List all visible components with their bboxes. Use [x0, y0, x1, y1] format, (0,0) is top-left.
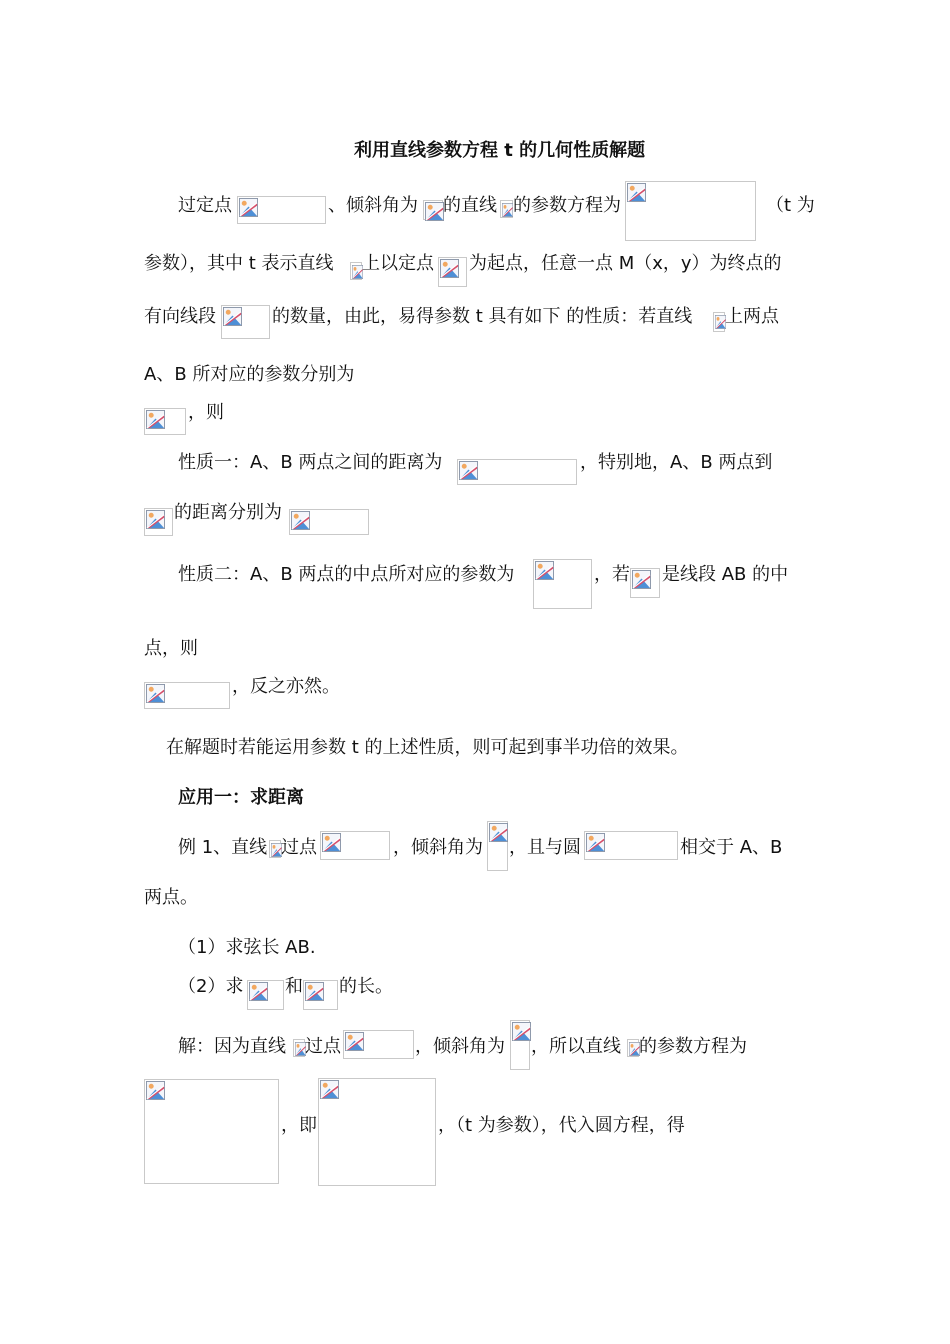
formula-image [487, 821, 508, 871]
formula-image [247, 980, 284, 1010]
formula-image [269, 840, 281, 858]
formula-image [423, 200, 443, 220]
broken-image-icon [535, 561, 554, 580]
text-segment: 参数），其中 t 表示直线 [144, 253, 334, 274]
formula-image [625, 181, 756, 241]
broken-image-icon [146, 510, 165, 529]
formula-image [627, 1039, 639, 1057]
broken-image-icon [223, 307, 242, 326]
text-segment: 的参数方程为 [513, 195, 621, 216]
text-segment: ，则 [188, 402, 224, 423]
text-segment: 为起点，任意一点 M（x，y）为终点的 [469, 253, 782, 274]
formula-image [237, 196, 326, 224]
formula-image [510, 1020, 530, 1070]
text-segment: ，倾斜角为 [393, 837, 483, 858]
broken-image-icon [239, 198, 258, 217]
text-segment: 上两点 [725, 306, 779, 327]
formula-image [584, 831, 678, 860]
formula-image [144, 1079, 279, 1184]
broken-image-icon [489, 823, 508, 842]
text-segment: ，且与圆 [509, 837, 581, 858]
text-segment: ，即 [281, 1115, 317, 1136]
formula-image [630, 568, 660, 598]
formula-image [320, 831, 390, 860]
broken-image-icon [146, 684, 165, 703]
broken-image-icon [586, 833, 605, 852]
text-segment: A、B 所对应的参数分别为 [144, 364, 355, 385]
formula-image [438, 257, 467, 287]
formula-image [144, 508, 173, 536]
broken-image-icon [305, 982, 324, 1001]
formula-image [343, 1030, 414, 1059]
formula-image [457, 459, 577, 485]
text-segment: 的直线 [443, 195, 497, 216]
text-segment: 过点 [305, 1036, 341, 1057]
formula-image [713, 312, 725, 332]
text-segment: 过点 [281, 837, 317, 858]
document-title: 利用直线参数方程 t 的几何性质解题 [354, 140, 646, 161]
formula-image [318, 1078, 436, 1186]
broken-image-icon [345, 1032, 364, 1051]
section-heading: 应用一：求距离 [178, 787, 304, 808]
formula-image [289, 509, 369, 535]
formula-image [144, 682, 230, 709]
text-segment: 和 [285, 976, 303, 997]
text-segment: ，（t 为参数），代入圆方程，得 [438, 1115, 685, 1136]
text-segment: ，所以直线 [531, 1036, 621, 1057]
broken-image-icon [459, 461, 478, 480]
question-1: （1）求弦长 AB. [178, 937, 316, 958]
text-segment: 的距离分别为 [174, 502, 282, 523]
formula-image [350, 262, 362, 280]
text-segment: 、倾斜角为 [328, 195, 418, 216]
broken-image-icon [320, 1080, 339, 1099]
text-segment: 解：因为直线 [178, 1036, 286, 1057]
text-segment: 两点。 [144, 887, 198, 908]
formula-image [221, 305, 270, 339]
broken-image-icon [425, 202, 444, 221]
text-segment: （t 为 [766, 195, 815, 216]
text-segment: 的参数方程为 [639, 1036, 747, 1057]
broken-image-icon [146, 410, 165, 429]
broken-image-icon [291, 511, 310, 530]
formula-image [144, 408, 186, 435]
text-segment: （2）求 [178, 976, 244, 997]
text-segment: ，反之亦然。 [232, 676, 340, 697]
text-segment: 相交于 A、B [680, 837, 783, 858]
broken-image-icon [146, 1081, 165, 1100]
broken-image-icon [512, 1022, 531, 1041]
broken-image-icon [440, 259, 459, 278]
text-segment: ，倾斜角为 [415, 1036, 505, 1057]
broken-image-icon [249, 982, 268, 1001]
text-segment: 有向线段 [144, 306, 216, 327]
formula-image [303, 980, 338, 1010]
text-segment: 性质二：A、B 两点的中点所对应的参数为 [178, 564, 515, 585]
broken-image-icon [322, 833, 341, 852]
text-segment: 点，则 [144, 638, 198, 659]
formula-image [500, 200, 513, 218]
formula-image [293, 1039, 305, 1057]
broken-image-icon [627, 183, 646, 202]
text-segment: ，特别地，A、B 两点到 [580, 452, 773, 473]
summary-text: 在解题时若能运用参数 t 的上述性质，则可起到事半功倍的效果。 [166, 737, 689, 758]
broken-image-icon [632, 570, 651, 589]
text-segment: 的长。 [339, 976, 393, 997]
text-segment: 的数量，由此，易得参数 t 具有如下 的性质：若直线 [272, 306, 693, 327]
text-segment: 例 1、直线 [178, 837, 268, 858]
broken-image-icon [502, 202, 513, 216]
text-segment: 性质一：A、B 两点之间的距离为 [178, 452, 443, 473]
text-segment: 过定点 [178, 195, 232, 216]
formula-image [533, 559, 592, 609]
text-segment: ，若 [594, 564, 630, 585]
text-segment: 是线段 AB 的中 [662, 564, 789, 585]
text-segment: 上以定点 [362, 253, 434, 274]
